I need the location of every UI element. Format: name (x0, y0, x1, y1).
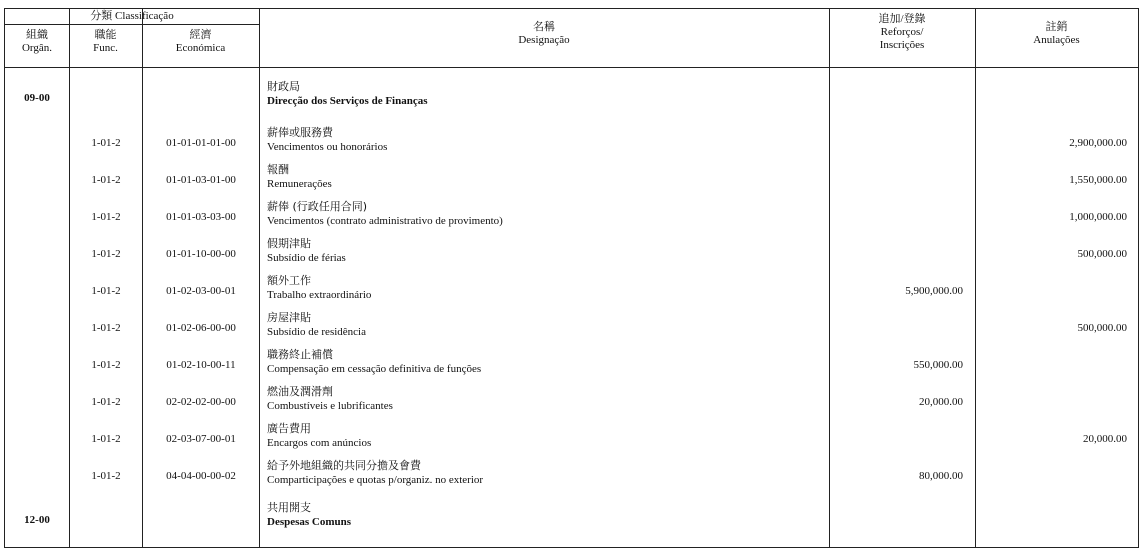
econ-code: 01-01-03-01-00 (166, 174, 236, 186)
table-row (5, 459, 1140, 493)
designation-pt: Subsídio de férias (267, 252, 346, 264)
econ-code: 02-03-07-00-01 (166, 433, 236, 445)
func-code: 1-01-2 (91, 137, 121, 149)
designation (267, 274, 827, 302)
anulacao-amount: 500,000.00 (1077, 248, 1127, 260)
designation-pt: Remunerações (267, 178, 332, 190)
func-code: 1-01-2 (91, 211, 121, 223)
reforco-amount: 550,000.00 (913, 359, 963, 371)
header-reforcos (829, 13, 975, 52)
header-ref-pt2: Inscrições (879, 39, 925, 51)
table-row (5, 311, 1140, 345)
designation-zh: 假期津貼 (267, 237, 311, 250)
designation (267, 200, 827, 228)
table-row (5, 200, 1140, 234)
header-econ-pt: Económica (175, 42, 226, 54)
header-classificacao: 分類 Classificação (90, 10, 174, 22)
func-code: 1-01-2 (91, 174, 121, 186)
designation (267, 163, 827, 191)
header-econ-zh: 經濟 (189, 29, 212, 41)
econ-code: 01-02-10-00-11 (166, 359, 236, 371)
func-code: 1-01-2 (91, 470, 121, 482)
designation (267, 459, 827, 487)
header-anu-zh: 註銷 (1045, 21, 1068, 33)
designation (267, 422, 827, 450)
func-code: 1-01-2 (91, 396, 121, 408)
table-row (5, 163, 1140, 197)
organ-name-zh: 共用開支 (267, 501, 311, 514)
designation-zh: 房屋津貼 (267, 311, 311, 324)
designation (267, 385, 827, 413)
table-row (5, 237, 1140, 271)
header-org (5, 29, 69, 55)
designation-zh: 薪俸 (行政任用合同) (267, 200, 368, 213)
organ-name-pt: Direcção dos Serviços de Finanças (267, 95, 428, 107)
organ-name-pt: Despesas Comuns (267, 516, 352, 528)
header-subdivider (5, 24, 259, 25)
header-anu-pt: Anulações (1033, 34, 1080, 46)
reforco-amount: 80,000.00 (919, 470, 963, 482)
anulacao-amount: 1,550,000.00 (1069, 174, 1127, 186)
header-func-zh: 職能 (94, 29, 117, 41)
func-code: 1-01-2 (91, 248, 121, 260)
organ-code: 12-00 (24, 514, 50, 526)
header-econ (142, 29, 259, 55)
designation-zh: 廣告費用 (267, 422, 311, 435)
designation-zh: 薪俸或服務費 (267, 126, 333, 139)
organ-name-zh: 財政局 (267, 80, 300, 93)
econ-code: 01-02-06-00-00 (166, 322, 236, 334)
func-code: 1-01-2 (91, 359, 121, 371)
designation-zh: 給予外地組織的共同分擔及會費 (267, 459, 421, 472)
designation-pt: Subsídio de residência (267, 326, 366, 338)
header-org-zh: 組織 (26, 29, 48, 41)
budget-table (4, 8, 1139, 548)
designation-pt: Vencimentos (contrato administrativo de provimento) (267, 215, 503, 227)
header-org-pt: Orgân. (21, 42, 53, 54)
designation-zh: 燃油及潤滑劑 (267, 385, 333, 398)
econ-code: 02-02-02-00-00 (166, 396, 236, 408)
anulacao-amount: 500,000.00 (1077, 322, 1127, 334)
table-row (5, 348, 1140, 382)
table-row (5, 422, 1140, 456)
anulacao-amount: 1,000,000.00 (1069, 211, 1127, 223)
func-code: 1-01-2 (91, 433, 121, 445)
table-row (5, 126, 1140, 160)
table-row (5, 385, 1140, 419)
header-bottom-line (5, 67, 1138, 68)
header-desig-pt: Designação (518, 34, 570, 46)
header-desig (259, 21, 829, 47)
designation-pt: Trabalho extraordinário (267, 289, 372, 301)
header-desig-zh: 名稱 (533, 21, 555, 33)
anulacao-amount: 20,000.00 (1083, 433, 1127, 445)
organ-code: 09-00 (24, 92, 50, 104)
func-code: 1-01-2 (91, 322, 121, 334)
econ-code: 04-04-00-00-02 (166, 470, 236, 482)
designation-zh: 報酬 (267, 163, 289, 176)
designation-pt: Comparticipações e quotas p/organiz. no exterior (267, 474, 484, 486)
anulacao-amount: 2,900,000.00 (1069, 137, 1127, 149)
econ-code: 01-01-03-03-00 (166, 211, 236, 223)
econ-code: 01-01-10-00-00 (166, 248, 236, 260)
designation (267, 348, 827, 376)
econ-code: 01-01-01-01-00 (166, 137, 236, 149)
header-ref-zh: 追加/登錄 (878, 13, 926, 25)
designation-pt: Combustíveis e lubrificantes (267, 400, 393, 412)
organ-designation (267, 80, 827, 108)
designation-pt: Encargos com anúncios (267, 437, 372, 449)
reforco-amount: 20,000.00 (919, 396, 963, 408)
header-ref-pt1: Reforços/ (880, 26, 924, 38)
designation-pt: Vencimentos ou honorários (267, 141, 388, 153)
reforco-amount: 5,900,000.00 (905, 285, 963, 297)
table-row (5, 274, 1140, 308)
designation (267, 311, 827, 339)
header-func (69, 29, 142, 55)
designation-zh: 額外工作 (267, 274, 311, 287)
designation (267, 126, 827, 154)
organ-designation (267, 501, 827, 529)
header-func-pt: Func. (93, 42, 118, 54)
designation-pt: Compensação em cessação definitiva de funções (267, 363, 482, 375)
designation (267, 237, 827, 265)
econ-code: 01-02-03-00-01 (166, 285, 236, 297)
header-anulacoes (975, 21, 1138, 47)
designation-zh: 職務終止補償 (267, 348, 333, 361)
func-code: 1-01-2 (91, 285, 121, 297)
